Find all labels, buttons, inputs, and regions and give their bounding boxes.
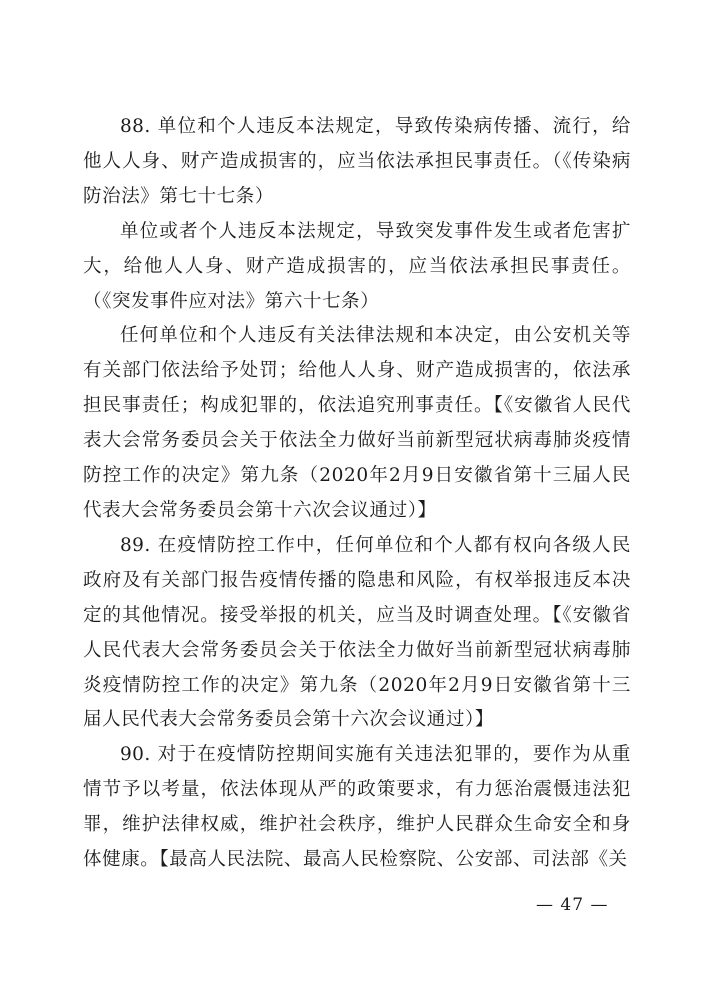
paragraph-text: 对于在疫情防控期间实施有关违法犯罪的，要作为从重情节予以考量，依法体现从严的政策要求，有力惩治震慑违法犯罪，维护法律权威，维护社会秩序，维护人民群众生命安全和身体健康。【最高人民法院、最高人民检察院、公安部、司法部《关 [83, 744, 632, 871]
paragraph-text: 单位或者个人违反本法规定，导致突发事件发生或者危害扩大，给他人人身、财产造成损害的，应当依法承担民事责任。（《突发事件应对法》第六十七条） [83, 220, 631, 312]
paragraph-89 [83, 529, 631, 738]
paragraph-number: 89. [120, 534, 151, 556]
paragraph-number: 90. [120, 744, 151, 766]
document-body [83, 110, 631, 878]
paragraph-text: 单位和个人违反本法规定，导致传染病传播、流行，给他人人身、财产造成损害的，应当依法承担民事责任。（《传染病防治法》第七十七条） [83, 116, 632, 207]
paragraph-text: 在疫情防控工作中，任何单位和个人都有权向各级人民政府及有关部门报告疫情传播的隐患和风险，有权举报违反本决定的其他情况。接受举报的机关，应当及时调查处理。【《安徽省人民代表大会常务委员会关于依法全力做好当前新型冠状病毒肺炎疫情防控工作的决定》第九条（2020年2月9日安徽省第十三届人民代表大会常务委员会第十六次会议通过）】 [83, 534, 632, 731]
paragraph-90 [83, 738, 631, 878]
page-number: — 47 — [536, 895, 609, 915]
paragraph-text: 任何单位和个人违反有关法律法规和本决定，由公安机关等有关部门依法给予处罚；给他人人身、财产造成损害的，依法承担民事责任；构成犯罪的，依法追究刑事责任。【《安徽省人民代表大会常务委员会关于依法全力做好当前新型冠状病毒肺炎疫情防控工作的决定》第九条（2020年2月9日安徽省第十三届人民代表大会常务委员会第十六次会议通过）】 [83, 325, 631, 521]
paragraph-emergency-response-law [83, 215, 631, 320]
paragraph-anhui-decision-penalty [83, 319, 631, 528]
paragraph-number: 88. [120, 116, 151, 137]
paragraph-88 [83, 110, 631, 215]
